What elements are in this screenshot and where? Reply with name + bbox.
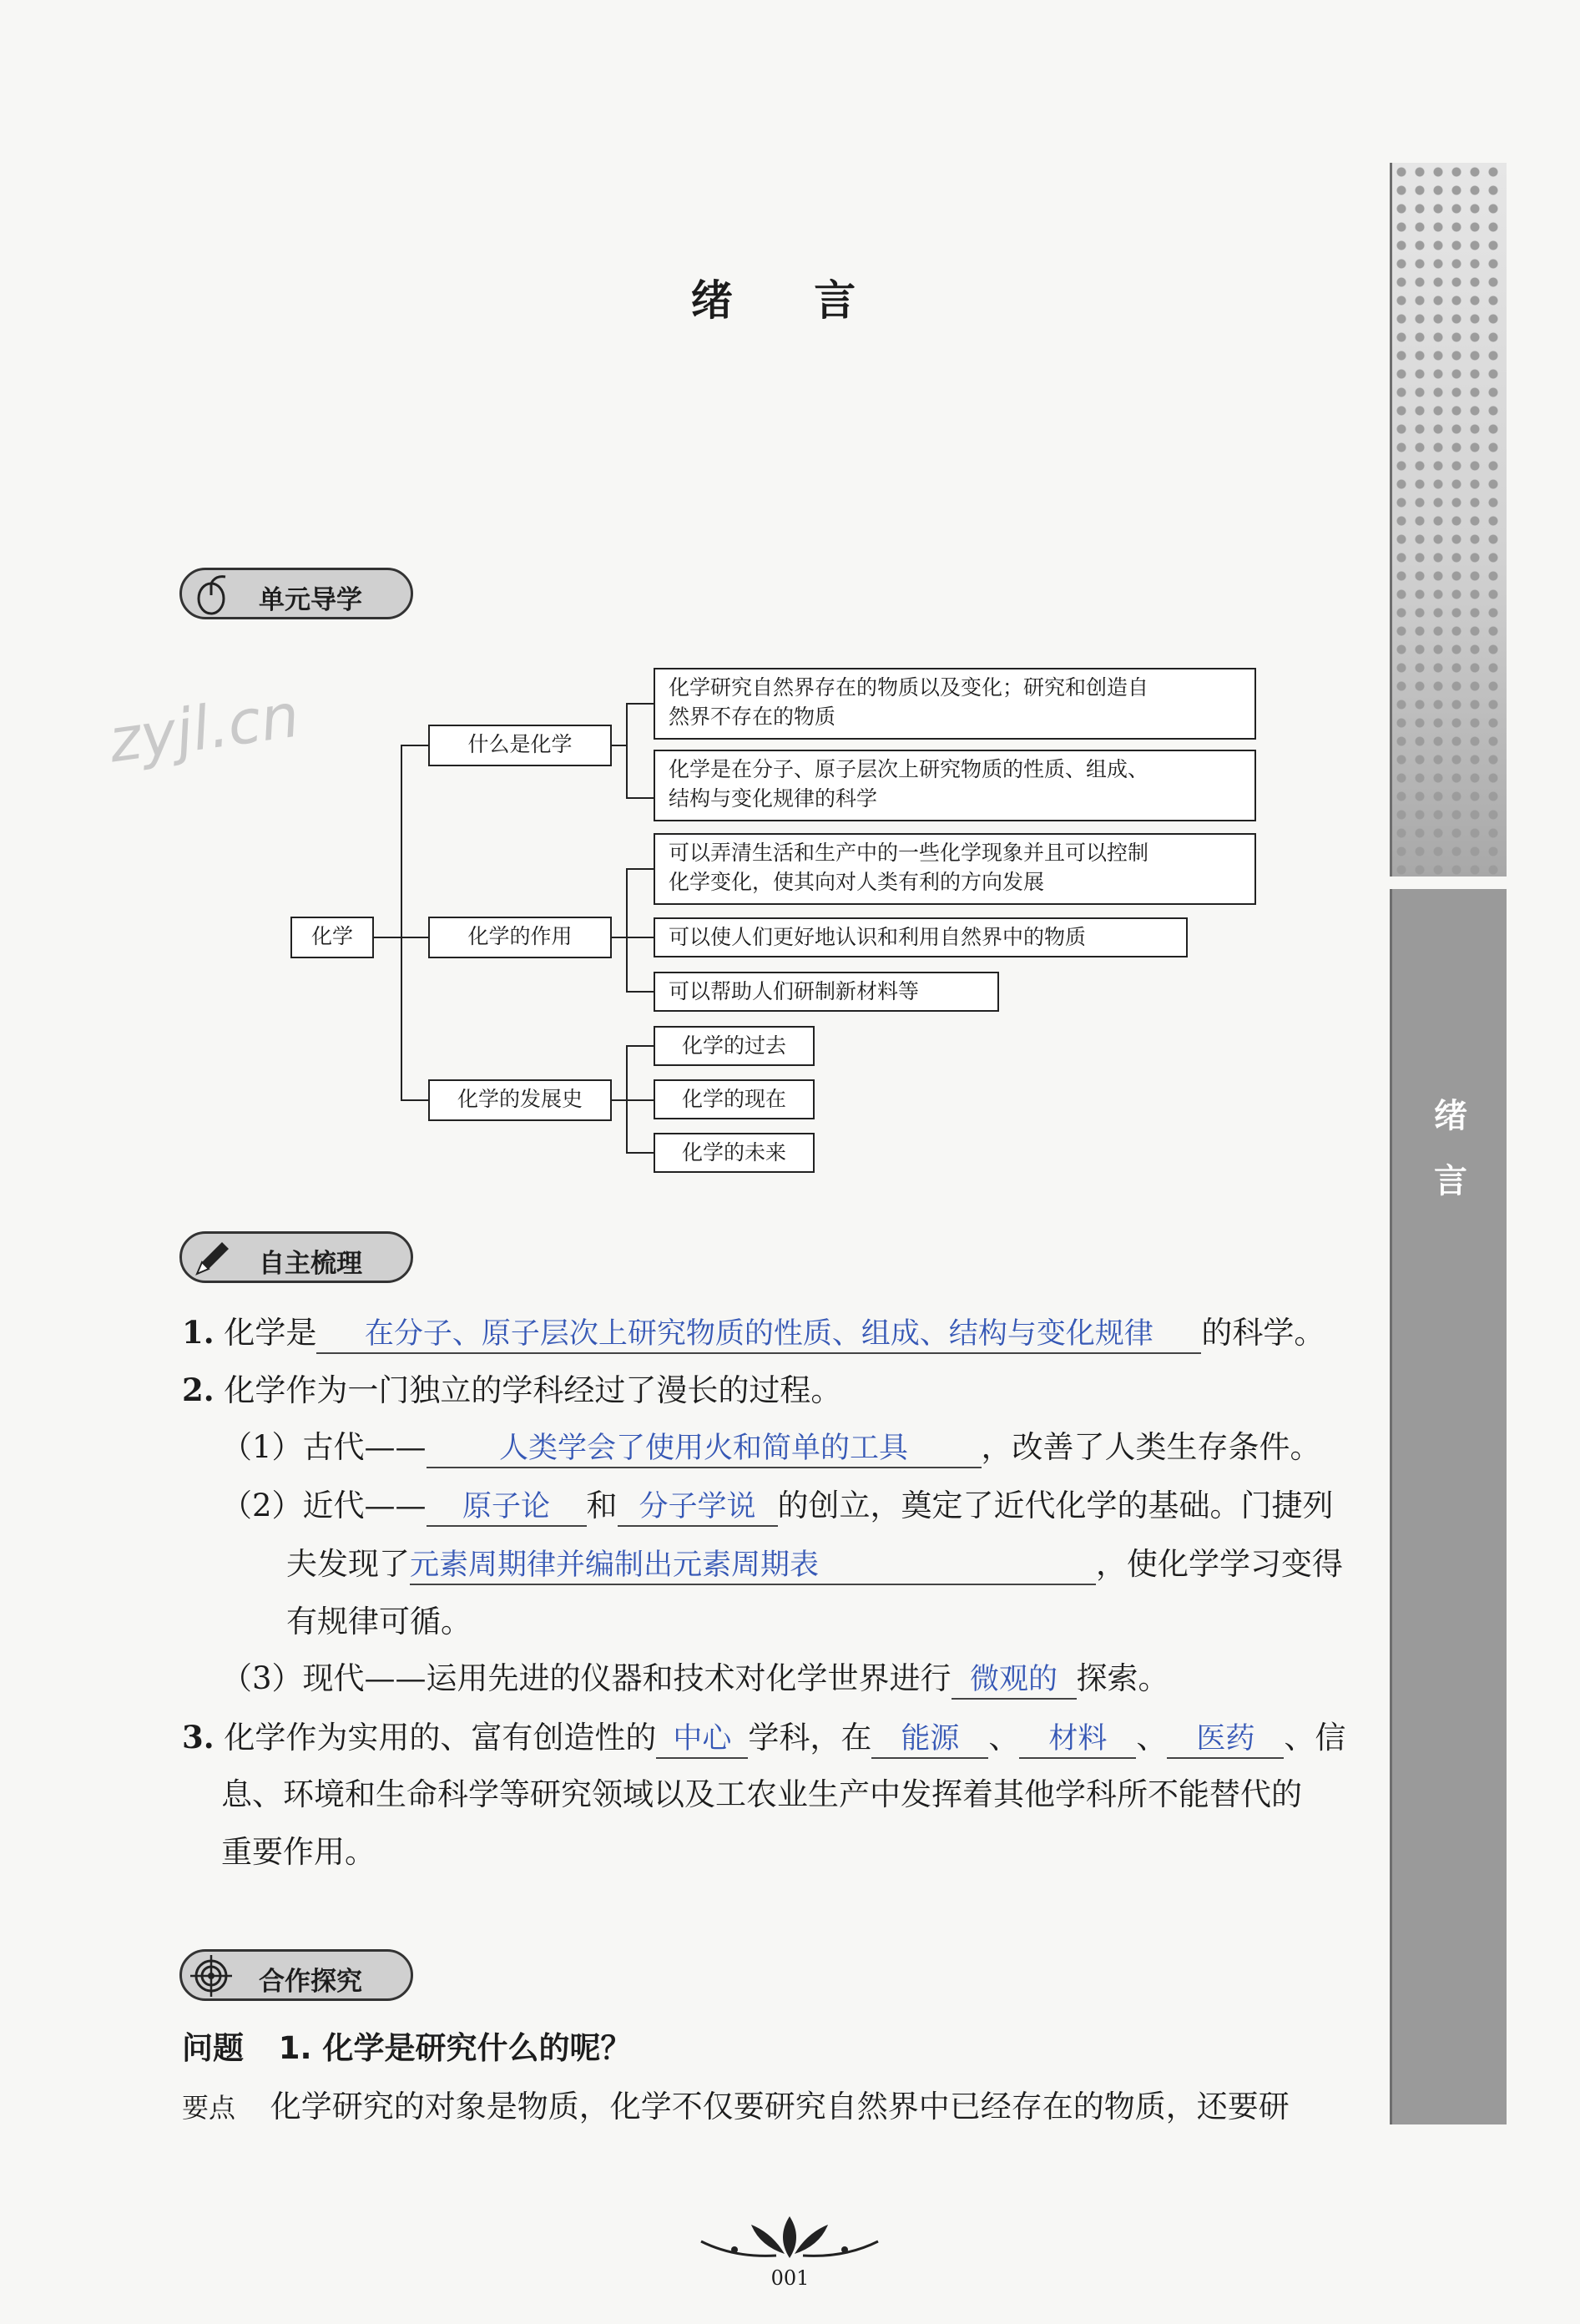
- pen-icon: [190, 1237, 232, 1279]
- review-item-1: 1. 化学是 在分子、原子层次上研究物质的性质、组成、结构与变化规律 的科学。: [182, 1312, 1325, 1354]
- section-heading-review: [179, 1231, 413, 1283]
- review-item-2-2-cont: 夫发现了元素周期律并编制出元素周期表 ，使化学学习变得: [286, 1544, 1343, 1585]
- diagram-branch: 化学的发展史: [428, 1079, 612, 1121]
- answer-blank: 原子论: [427, 1488, 587, 1527]
- diagram-leaf: 化学研究自然界存在的物质以及变化；研究和创造自 然界不存在的物质: [654, 668, 1256, 740]
- section-title: 自主梳理: [259, 1249, 362, 1279]
- diagram-leaf: 化学的现在: [654, 1079, 815, 1119]
- answer-blank: 中心: [656, 1720, 748, 1759]
- footer-ornament-icon: [684, 2212, 896, 2262]
- diagram-leaf: 可以帮助人们研制新材料等: [654, 972, 999, 1012]
- review-item-2: 2. 化学作为一门独立的学科经过了漫长的过程。: [182, 1372, 842, 1408]
- explore-keypoint: 要点 化学研究的对象是物质，化学不仅要研究自然界中已经存在的物质，还要研: [182, 2089, 1290, 2124]
- review-item-2-1: （1）古代—— 人类学会了使用火和简单的工具 ，改善了人类生存条件。: [221, 1427, 1321, 1468]
- answer-blank: 材料: [1019, 1720, 1136, 1759]
- side-tab: [1390, 163, 1507, 2124]
- page-number: 001: [770, 2266, 810, 2290]
- answer-blank: 在分子、原子层次上研究物质的性质、组成、结构与变化规律: [316, 1316, 1201, 1354]
- diagram-branch: 什么是化学: [428, 725, 612, 766]
- page-title: 绪 言: [690, 275, 890, 325]
- diagram-leaf: 化学是在分子、原子层次上研究物质的性质、组成、 结构与变化规律的科学: [654, 750, 1256, 821]
- review-item-2-3: （3）现代——运用先进的仪器和技术对化学世界进行 微观的 探索。: [221, 1659, 1169, 1700]
- diagram-leaf: 化学的过去: [654, 1026, 815, 1066]
- answer-blank: 医药: [1167, 1720, 1284, 1759]
- answer-blank: 能源: [871, 1720, 988, 1759]
- side-tab-char: 言: [1434, 1161, 1467, 1200]
- section-title: 合作探究: [259, 1967, 362, 1997]
- explore-question: 问题 1. 化学是研究什么的呢？: [182, 2030, 632, 2066]
- review-item-2-2-end: 有规律可循。: [286, 1604, 472, 1639]
- side-tab-char: 绪: [1434, 1096, 1467, 1135]
- diagram-leaf: 可以弄清生活和生产中的一些化学现象并且可以控制 化学变化，使其向对人类有利的方向发展: [654, 833, 1256, 905]
- diagram-leaf: 可以使人们更好地认识和利用自然界中的物质: [654, 917, 1188, 957]
- answer-blank: 人类学会了使用火和简单的工具: [427, 1430, 982, 1468]
- side-tab-label-panel: [1390, 889, 1507, 2124]
- review-item-2-2: （2）近代—— 原子论 和 分子学说 的创立，奠定了近代化学的基础。门捷列: [221, 1486, 1334, 1527]
- review-item-3-cont: 息、环境和生命科学等研究领域以及工农业生产中发挥着其他学科所不能替代的: [221, 1776, 1302, 1812]
- diagram-branch: 化学的作用: [428, 917, 612, 958]
- review-item-3: 3. 化学作为实用的、富有创造性的 中心 学科，在 能源 、 材料 、 医药 、信: [182, 1717, 1345, 1759]
- mouse-icon: [190, 573, 232, 615]
- answer-blank: 分子学说: [618, 1488, 778, 1527]
- section-heading-explore: [179, 1949, 413, 2001]
- target-icon: [190, 1955, 232, 1997]
- review-item-3-end: 重要作用。: [221, 1834, 376, 1870]
- section-heading-guide: [179, 568, 413, 619]
- answer-blank: 元素周期律并编制出元素周期表: [410, 1547, 1096, 1585]
- watermark: zyjl.cn: [104, 680, 304, 776]
- section-title: 单元导学: [259, 585, 362, 615]
- diagram-root: 化学: [290, 917, 374, 958]
- answer-blank: 微观的: [952, 1661, 1077, 1700]
- diagram-leaf: 化学的未来: [654, 1133, 815, 1173]
